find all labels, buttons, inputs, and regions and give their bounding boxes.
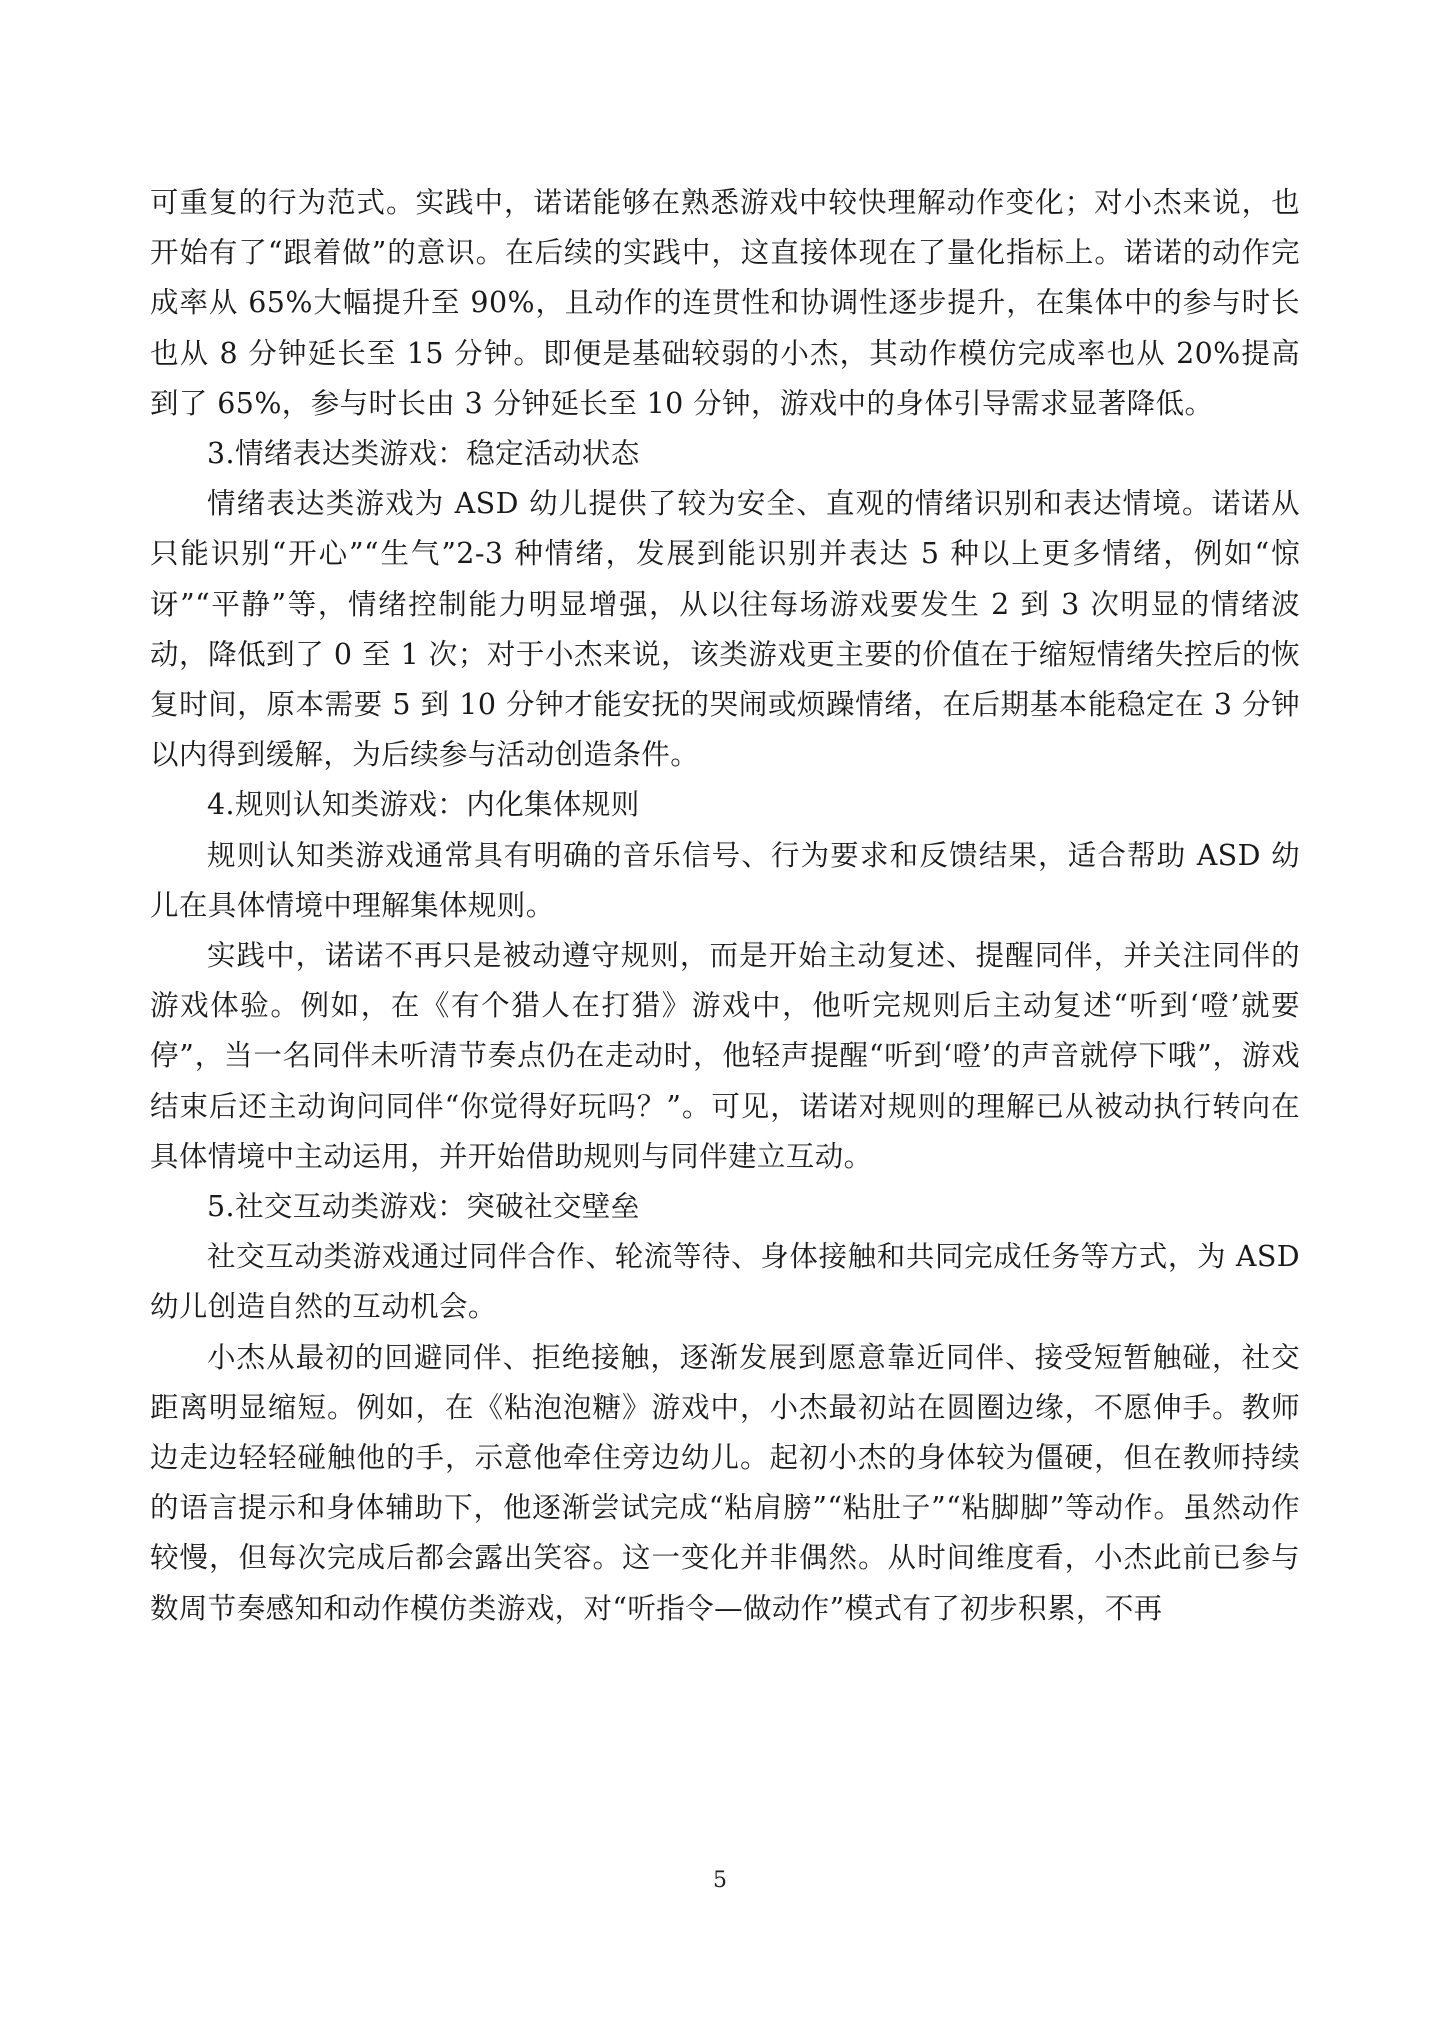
paragraph-continuation: 可重复的行为范式。实践中，诺诺能够在熟悉游戏中较快理解动作变化；对小杰来说，也开始有了“跟着做”的意识。在后续的实践中，这直接体现在了量化指标上。诺诺的动作完成率从 65%大幅提升至 90%，且动作的连贯性和协调性逐步提升，在集体中的参与时长也从 8 分钟延长至 15 分钟。即便是基础较弱的小杰，其动作模仿完成率也从 20%提高到了 65%，参与时长由 3 分钟延长至 10 分钟，游戏中的身体引导需求显著降低。 (150, 186, 1300, 420)
paragraph-rule-games-intro: 规则认知类游戏通常具有明确的音乐信号、行为要求和反馈结果，适合帮助 ASD 幼儿在具体情境中理解集体规则。 (150, 838, 1300, 922)
page-number: 5 (713, 1868, 727, 1893)
paragraph-social-games-intro: 社交互动类游戏通过同伴合作、轮流等待、身体接触和共同完成任务等方式，为 ASD 幼儿创造自然的互动机会。 (150, 1240, 1300, 1324)
section-heading-4: 4.规则认知类游戏：内化集体规则 (207, 788, 640, 822)
paragraph-emotion-games: 情绪表达类游戏为 ASD 幼儿提供了较为安全、直观的情绪识别和表达情境。诺诺从只能识别“开心”“生气”2-3 种情绪，发展到能识别并表达 5 种以上更多情绪，例如“惊讶”“平静”等，情绪控制能力明显增强，从以往每场游戏要发生 2 到 3 次明显的情绪波动，降低到了 0 至 1 次；对于小杰来说，该类游戏更主要的价值在于缩短情绪失控后的恢复时间，原本需要 5 到 10 分钟才能安抚的哭闹或烦躁情绪，在后期基本能稳定在 3 分钟以内得到缓解，为后续参与活动创造条件。 (150, 487, 1300, 772)
document-body (150, 178, 1300, 1634)
section-heading-5: 5.社交互动类游戏：突破社交壁垒 (207, 1190, 640, 1224)
paragraph-rule-games-practice: 实践中，诺诺不再只是被动遵守规则，而是开始主动复述、提醒同伴，并关注同伴的游戏体验。例如，在《有个猎人在打猎》游戏中，他听完规则后主动复述“听到‘噔’就要停”，当一名同伴未听清节奏点仍在走动时，他轻声提醒“听到‘噔’的声音就停下哦”，游戏结束后还主动询问同伴“你觉得好玩吗？”。可见，诺诺对规则的理解已从被动执行转向在具体情境中主动运用，并开始借助规则与同伴建立互动。 (150, 939, 1300, 1173)
paragraph-social-games-practice: 小杰从最初的回避同伴、拒绝接触，逐渐发展到愿意靠近同伴、接受短暂触碰，社交距离明显缩短。例如，在《粘泡泡糖》游戏中，小杰最初站在圆圈边缘，不愿伸手。教师边走边轻轻碰触他的手，示意他牵住旁边幼儿。起初小杰的身体较为僵硬，但在教师持续的语言提示和身体辅助下，他逐渐尝试完成“粘肩膀”“粘肚子”“粘脚脚”等动作。虽然动作较慢，但每次完成后都会露出笑容。这一变化并非偶然。从时间维度看，小杰此前已参与数周节奏感知和动作模仿类游戏，对“听指令—做动作”模式有了初步积累，不再 (150, 1340, 1300, 1625)
section-heading-3: 3.情绪表达类游戏：稳定活动状态 (207, 437, 640, 471)
